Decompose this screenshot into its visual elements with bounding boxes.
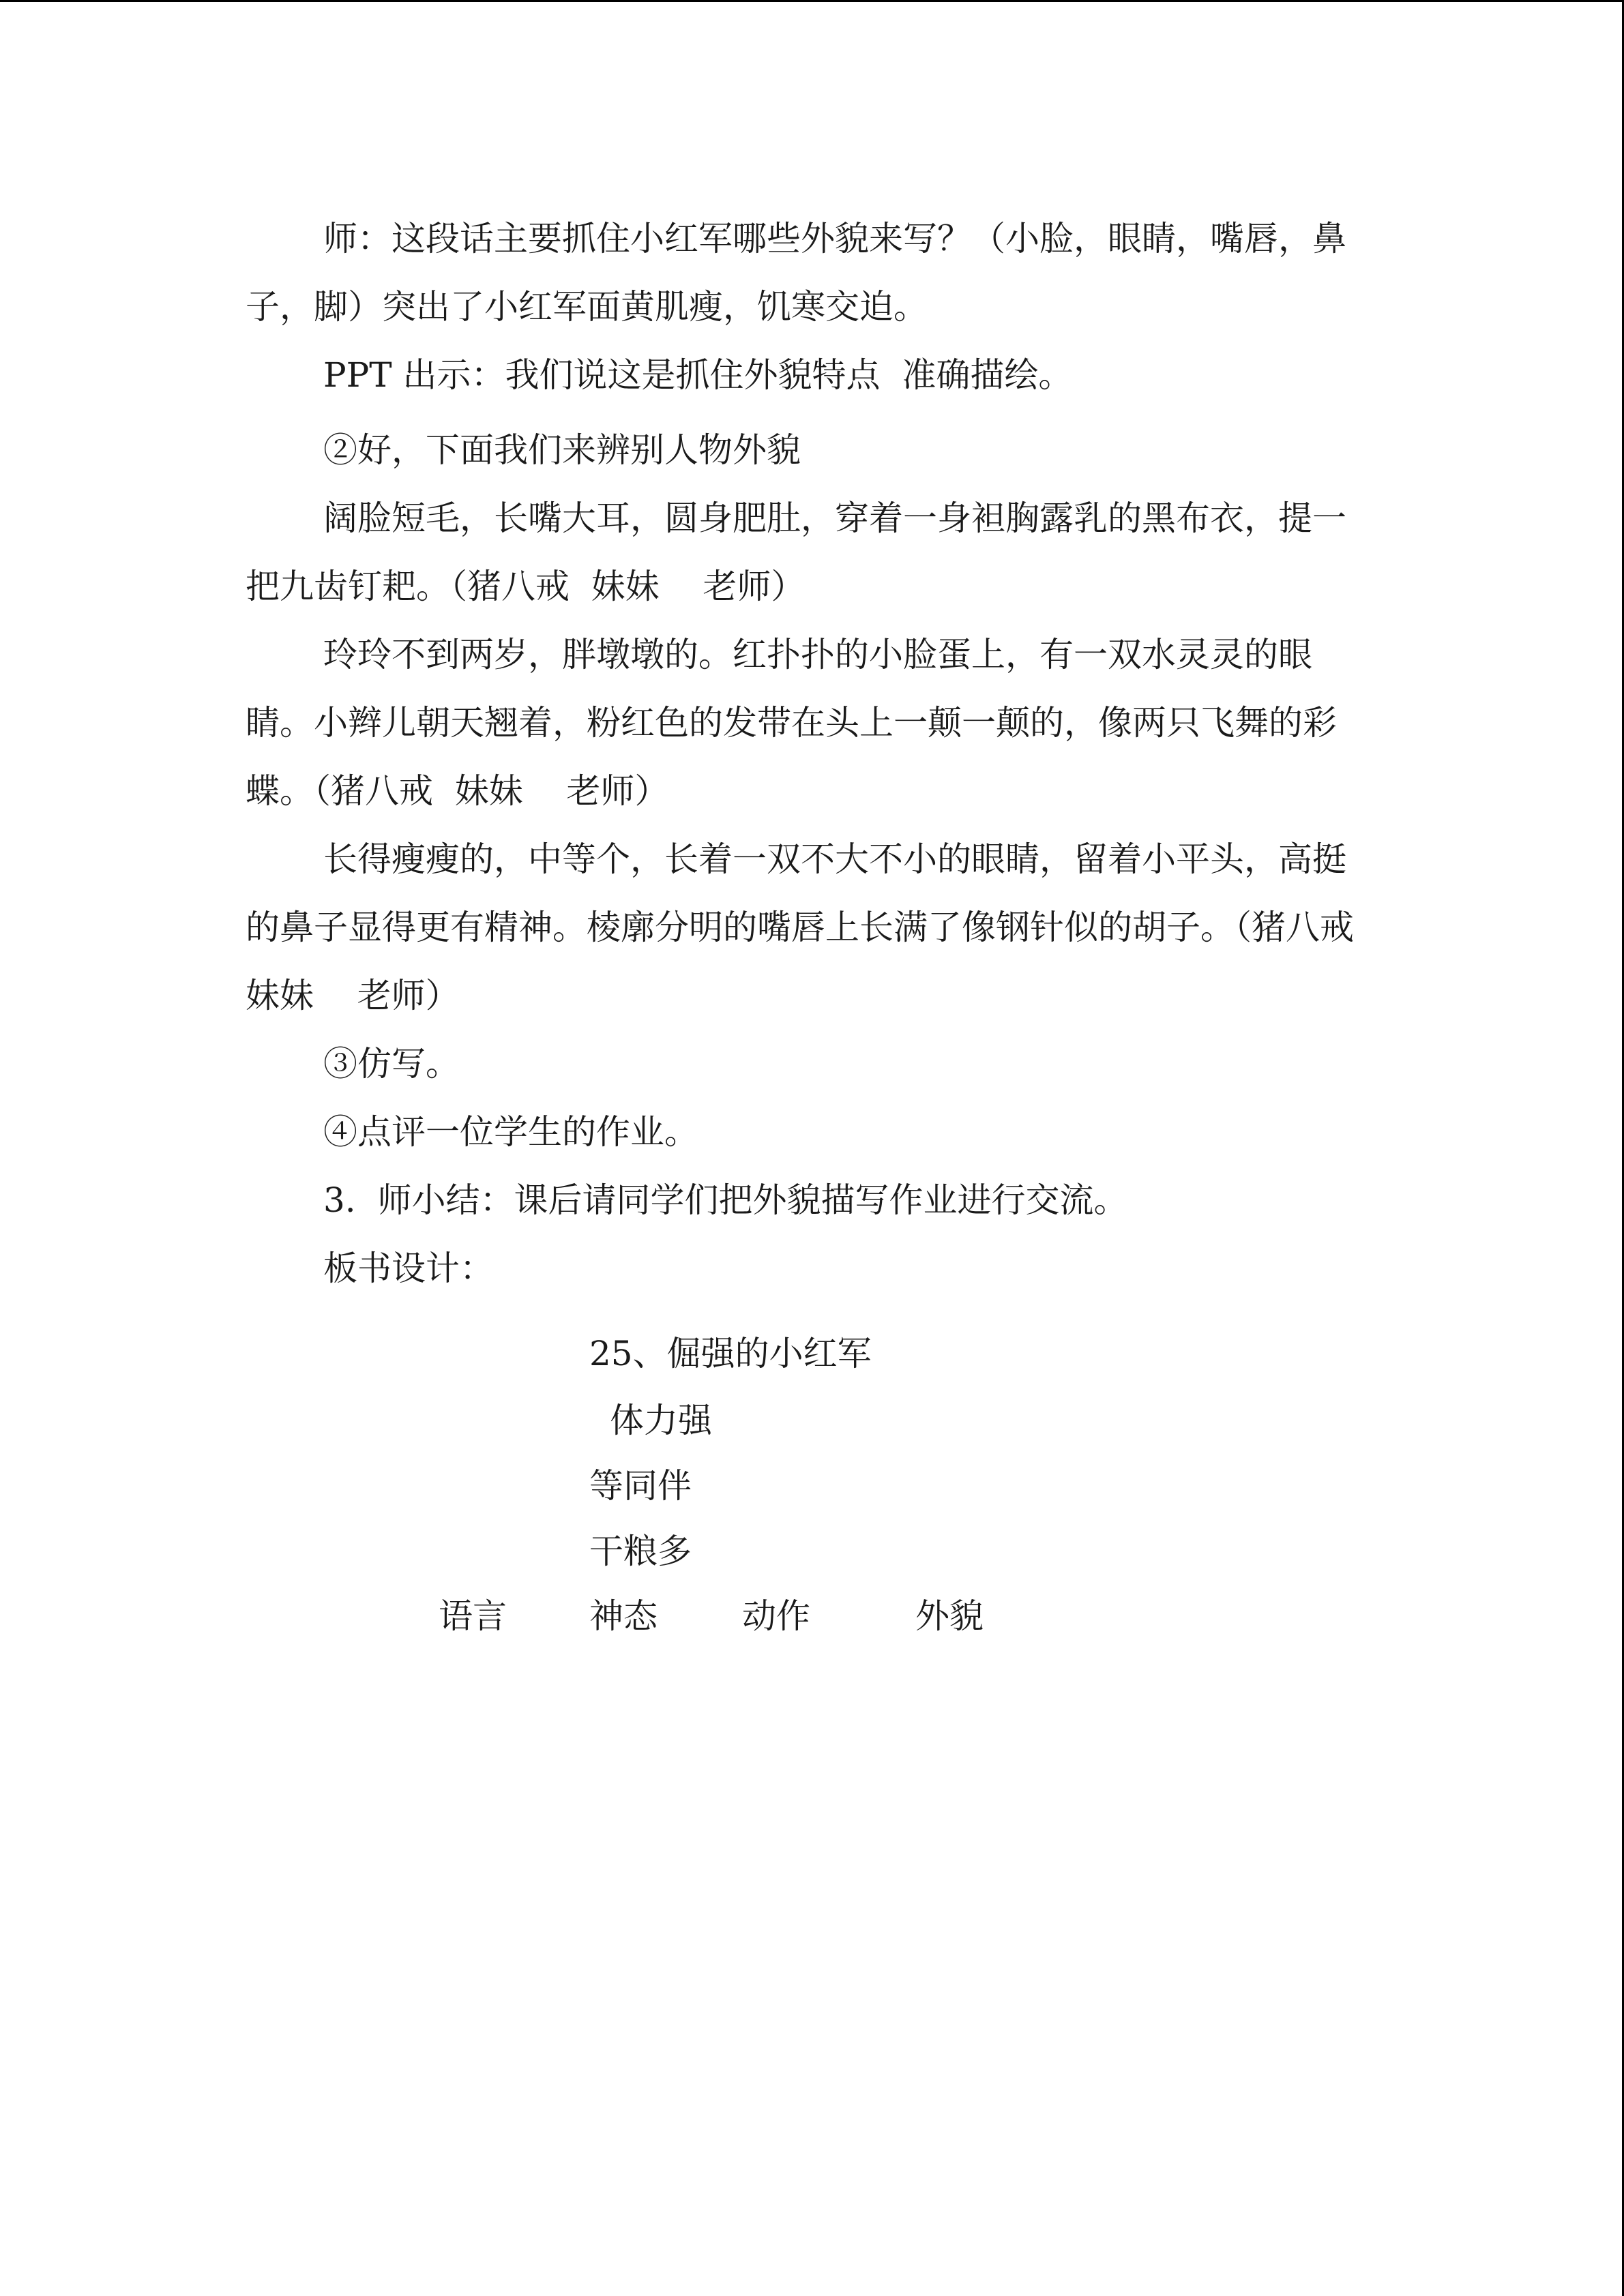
- paragraph-review-homework: ④点评一位学生的作业。: [323, 1112, 698, 1152]
- board-label-expression: 神态: [589, 1596, 658, 1636]
- paragraph-description-2: 玲玲不到两岁，胖墩墩的。红扑扑的小脸蛋上，有一双水灵灵的眼睛。小辫儿朝天翘着，粉红色的发带在头上一颠一颠的，像两只飞舞的彩蝶。（猪八戒 妹妹 老师）: [246, 635, 1337, 811]
- paragraph-identify-appearance: ②好，下面我们来辨别人物外貌: [323, 430, 801, 470]
- board-label-appearance: 外貌: [915, 1596, 984, 1636]
- board-item-food: 干粮多: [589, 1532, 692, 1571]
- board-label-action: 动作: [742, 1596, 810, 1636]
- paragraph-description-1: 阔脸短毛，长嘴大耳，圆身肥肚，穿着一身袒胸露乳的黑布衣，提一把九齿钉耙。（猪八戒 妹妹 老师）: [246, 498, 1346, 606]
- paragraph-teacher-question: 师：这段话主要抓住小红军哪些外貌来写？（小脸，眼睛，嘴唇，鼻子，脚）突出了小红军面黄肌瘦，饥寒交迫。: [246, 219, 1346, 327]
- top-border-line: [0, 0, 1624, 2]
- paragraph-description-3: 长得瘦瘦的，中等个，长着一双不大不小的眼睛，留着小平头，高挺的鼻子显得更有精神。棱廓分明的嘴唇上长满了像钢针似的胡子。（猪八戒 妹妹 老师）: [246, 839, 1376, 1015]
- paragraph-ppt-display: PPT 出示：我们说这是抓住外貌特点 准确描绘。: [323, 355, 1073, 395]
- board-item-wait-companion: 等同伴: [589, 1466, 692, 1506]
- paragraph-teacher-summary: 3. 师小结：课后请同学们把外貌描写作业进行交流。: [323, 1180, 1128, 1220]
- paragraph-board-design-heading: 板书设计：: [323, 1249, 494, 1288]
- paragraph-imitation-writing: ③仿写。: [323, 1044, 460, 1084]
- document-body: [246, 205, 1376, 1302]
- board-label-language: 语言: [439, 1596, 507, 1636]
- board-title: 25、倔强的小红军: [589, 1334, 872, 1373]
- board-item-strength: 体力强: [610, 1401, 712, 1440]
